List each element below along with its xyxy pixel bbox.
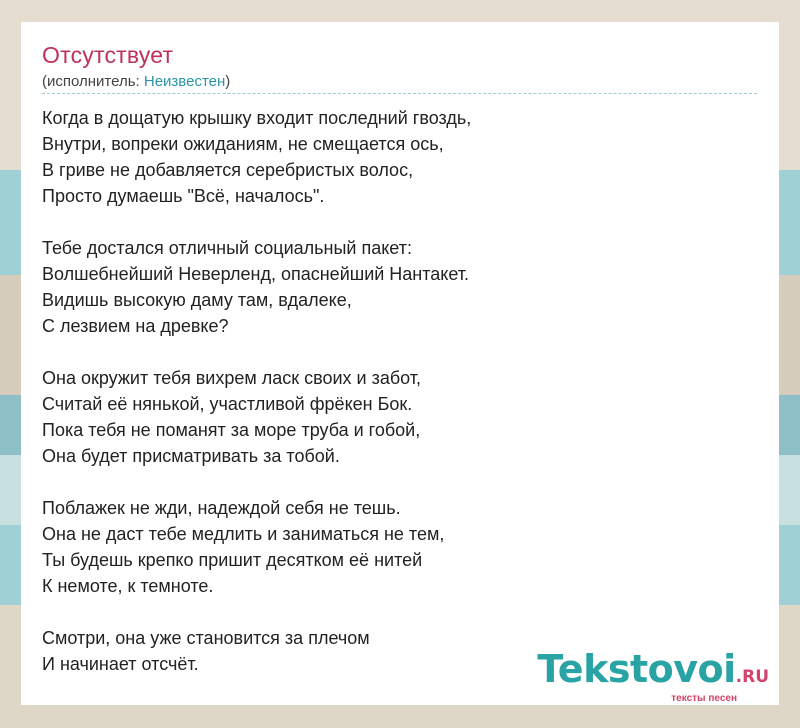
lyric-line: Волшебнейший Неверленд, опаснейший Нантакет. bbox=[42, 264, 470, 284]
stanza bbox=[42, 235, 757, 339]
logo-brand: Tekstovoi bbox=[537, 647, 736, 691]
lyric-line: Пока тебя не поманят за море труба и гобой, bbox=[42, 420, 421, 440]
artist-name-link[interactable]: Неизвестен bbox=[143, 73, 226, 90]
stanza bbox=[42, 495, 757, 599]
lyric-line: Видишь высокую даму там, вдалеке, bbox=[42, 290, 352, 310]
lyric-line: Считай её нянькой, участливой фрёкен Бок. bbox=[42, 394, 413, 414]
stanza bbox=[42, 365, 757, 469]
dashed-divider bbox=[42, 93, 757, 94]
stanza bbox=[42, 105, 757, 209]
site-logo[interactable] bbox=[537, 647, 769, 704]
artist-prefix: (исполнитель: bbox=[42, 73, 144, 90]
lyric-line: Внутри, вопреки ожиданиям, не смещается ось, bbox=[42, 134, 444, 154]
lyric-line: И начинает отсчёт. bbox=[42, 654, 199, 674]
lyric-line: Ты будешь крепко пришит десятком её нитей bbox=[42, 550, 423, 570]
lyric-line: В гриве не добавляется серебристых волос, bbox=[42, 160, 414, 180]
lyric-line: Просто думаешь "Всё, началось". bbox=[42, 186, 325, 206]
logo-tagline: тексты песен bbox=[671, 693, 737, 704]
lyric-line: Тебе достался отличный социальный пакет: bbox=[42, 238, 412, 258]
lyric-line: К немоте, к темноте. bbox=[42, 576, 214, 596]
artist-suffix: ) bbox=[225, 73, 231, 90]
logo-wordmark bbox=[537, 647, 769, 696]
logo-tld: .RU bbox=[735, 667, 769, 687]
lyric-line: Смотри, она уже становится за плечом bbox=[42, 628, 370, 648]
lyric-line: Поблажек не жди, надеждой себя не тешь. bbox=[42, 498, 401, 518]
lyrics-card bbox=[21, 22, 779, 705]
song-title: Отсутствует bbox=[42, 42, 174, 68]
lyric-line: Она не даст тебе медлить и заниматься не тем, bbox=[42, 524, 445, 544]
lyrics-text bbox=[42, 105, 757, 703]
artist-line bbox=[42, 73, 230, 90]
lyric-line: Она будет присматривать за тобой. bbox=[42, 446, 340, 466]
lyric-line: С лезвием на древке? bbox=[42, 316, 229, 336]
lyric-line: Она окружит тебя вихрем ласк своих и забот, bbox=[42, 368, 422, 388]
lyric-line: Когда в дощатую крышку входит последний гвоздь, bbox=[42, 108, 472, 128]
